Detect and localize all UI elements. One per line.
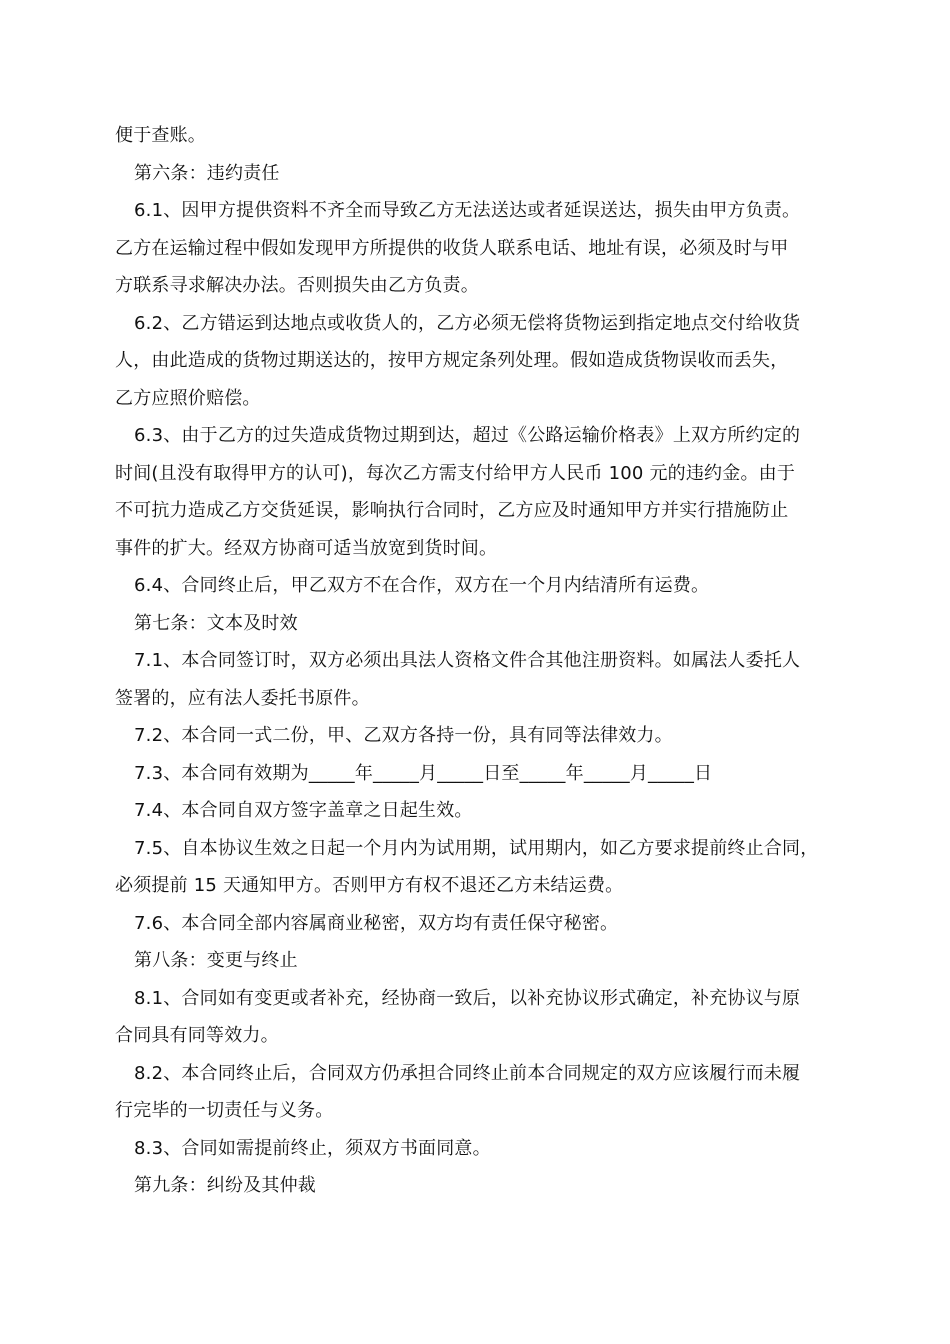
document-body	[115, 117, 835, 1205]
text-line: 第六条：违约责任	[134, 162, 280, 184]
text-line: 8.1、合同如有变更或者补充，经协商一致后，以补充协议形式确定，补充协议与原	[134, 987, 801, 1009]
text-line: 7.6、本合同全部内容属商业秘密，双方均有责任保守秘密。	[134, 912, 619, 934]
text-line: 签署的，应有法人委托书原件。	[115, 687, 370, 709]
text-line: 6.2、乙方错运到达地点或收货人的，乙方必须无偿将货物运到指定地点交付给收货	[134, 312, 801, 334]
text-line: 第八条：变更与终止	[134, 950, 298, 971]
text-line: 6.3、由于乙方的过失造成货物过期到达，超过《公路运输价格表》上双方所约定的	[134, 425, 801, 446]
text-line: 方联系寻求解决办法。否则损失由乙方负责。	[115, 275, 479, 296]
text-line: 8.2、本合同终止后，合同双方仍承担合同终止前本合同规定的双方应该履行而未履	[134, 1062, 801, 1084]
text-line: 7.2、本合同一式二份，甲、乙双方各持一份，具有同等法律效力。	[134, 725, 673, 746]
text-line: 人，由此造成的货物过期送达的，按甲方规定条列处理。假如造成货物误收而丢失，	[115, 350, 789, 371]
text-line: 不可抗力造成乙方交货延误，影响执行合同时，乙方应及时通知甲方并实行措施防止	[115, 500, 789, 521]
text-line: 第九条：纠纷及其仲裁	[134, 1175, 316, 1196]
text-line: 时间(且没有取得甲方的认可)，每次乙方需支付给甲方人民币 100 元的违约金。由于	[115, 462, 796, 484]
text-line: 事件的扩大。经双方协商可适当放宽到货时间。	[115, 537, 498, 559]
text-line: 行完毕的一切责任与义务。	[115, 1100, 334, 1121]
text-line: 便于查账。	[115, 125, 206, 146]
text-line: 乙方应照价赔偿。	[115, 387, 261, 409]
text-line: 合同具有同等效力。	[115, 1025, 279, 1046]
text-line: 6.1、因甲方提供资料不齐全而导致乙方无法送达或者延误送达，损失由甲方负责。	[134, 200, 801, 221]
text-line: 第七条：文本及时效	[134, 612, 298, 634]
text-line: 8.3、合同如需提前终止，须双方书面同意。	[134, 1137, 491, 1159]
text-line: 乙方在运输过程中假如发现甲方所提供的收货人联系电话、地址有误，必须及时与甲	[115, 237, 789, 259]
text-line: 6.4、合同终止后，甲乙双方不在合作，双方在一个月内结清所有运费。	[134, 575, 710, 596]
text-line: 7.4、本合同自双方签字盖章之日起生效。	[134, 800, 473, 821]
text-line: 7.1、本合同签订时，双方必须出具法人资格文件合其他注册资料。如属法人委托人	[134, 650, 801, 671]
text-line: 必须提前 15 天通知甲方。否则甲方有权不退还乙方未结运费。	[115, 875, 624, 896]
text-line: 7.5、自本协议生效之日起一个月内为试用期，试用期内，如乙方要求提前终止合同，	[134, 837, 819, 859]
text-line: 7.3、本合同有效期为_____年_____月_____日至_____年_____月_____日	[134, 762, 713, 784]
